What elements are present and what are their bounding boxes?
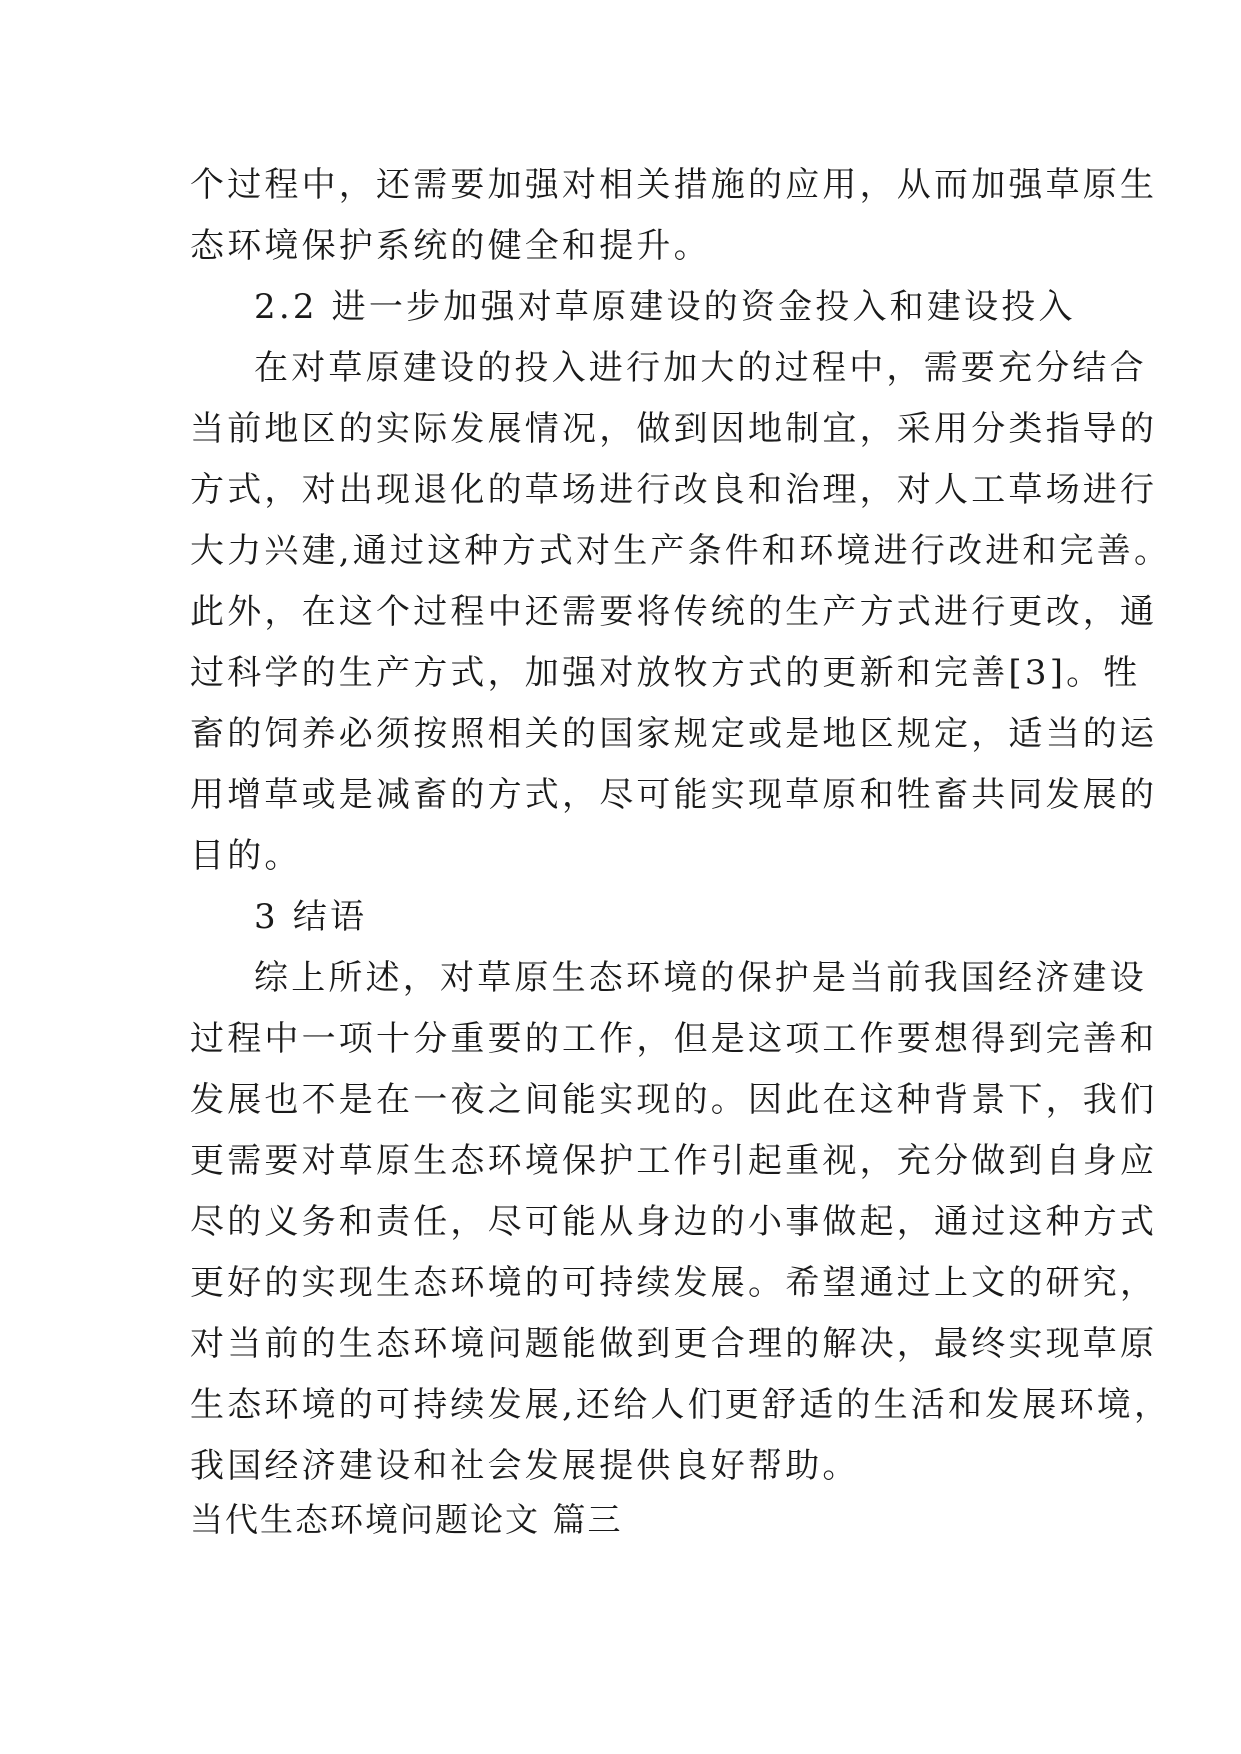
text-line: 综上所述，对草原生态环境的保护是当前我国经济建设 xyxy=(254,958,1147,998)
text-line: 更好的实现生态环境的可持续发展。希望通过上文的研究， xyxy=(190,1263,1158,1303)
document-body xyxy=(190,155,1172,1497)
text-line: 此外，在这个过程中还需要将传统的生产方式进行更改，通 xyxy=(190,592,1158,632)
text-line: 对当前的生态环境问题能做到更合理的解决，最终实现草原 xyxy=(190,1324,1158,1364)
paragraph-2-2 xyxy=(190,338,1172,887)
text-line: 个过程中，还需要加强对相关措施的应用，从而加强草原生 xyxy=(190,165,1158,205)
paragraph-continuation xyxy=(190,155,1158,277)
text-line: 当前地区的实际发展情况，做到因地制宜，采用分类指导的 xyxy=(190,409,1158,449)
text-line: 在对草原建设的投入进行加大的过程中，需要充分结合 xyxy=(254,348,1147,388)
text-line: 生态环境的可持续发展,还给人们更舒适的生活和发展环境， xyxy=(190,1385,1172,1425)
text-line: 更需要对草原生态环境保护工作引起重视，充分做到自身应 xyxy=(190,1141,1158,1181)
text-line: 过程中一项十分重要的工作，但是这项工作要想得到完善和 xyxy=(190,1019,1158,1059)
text-line: 大力兴建,通过这种方式对生产条件和环境进行改进和完善。 xyxy=(190,531,1172,571)
paragraph-3-conclusion xyxy=(190,948,1172,1497)
text-line: 尽的义务和责任，尽可能从身边的小事做起，通过这种方式 xyxy=(190,1202,1158,1242)
text-line: 畜的饲养必须按照相关的国家规定或是地区规定，适当的运 xyxy=(190,714,1158,754)
section-heading-2-2: 2.2 进一步加强对草原建设的资金投入和建设投入 xyxy=(254,287,1076,327)
next-section-title: 当代生态环境问题论文 篇三 xyxy=(190,1500,623,1539)
text-line: 过科学的生产方式，加强对放牧方式的更新和完善[3]。牲 xyxy=(190,653,1141,693)
text-line: 方式，对出现退化的草场进行改良和治理，对人工草场进行 xyxy=(190,470,1158,510)
text-line: 目的。 xyxy=(190,836,302,876)
text-line: 用增草或是减畜的方式，尽可能实现草原和牲畜共同发展的 xyxy=(190,775,1158,815)
text-line: 我国经济建设和社会发展提供良好帮助。 xyxy=(190,1446,860,1486)
text-line: 态环境保护系统的健全和提升。 xyxy=(190,226,711,266)
text-line: 发展也不是在一夜之间能实现的。因此在这种背景下，我们 xyxy=(190,1080,1158,1120)
section-heading-3: 3 结语 xyxy=(254,897,368,937)
